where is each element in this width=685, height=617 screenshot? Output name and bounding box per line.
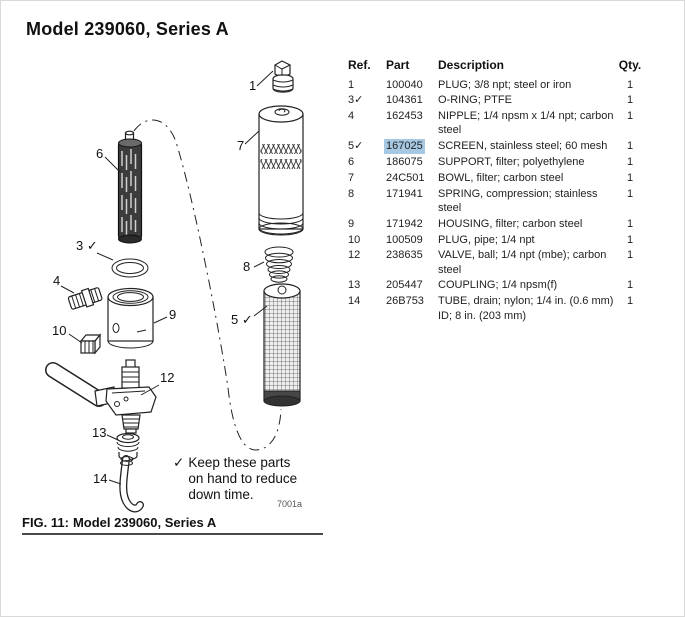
callout-13 (92, 425, 118, 440)
ref-cell: 10 (348, 233, 361, 246)
desc-cell: SCREEN, stainless steel; 60 mesh (438, 140, 608, 153)
table-row (348, 248, 644, 278)
qty-cell: 1 (626, 78, 634, 91)
part-cell: 24C501 (386, 171, 425, 184)
checkmark-icon: ✓ (173, 455, 185, 470)
ref-cell: 13 (348, 279, 361, 292)
callout-6 (96, 146, 120, 172)
ref-cell: 5✓ (348, 140, 364, 153)
part-cell: 171942 (386, 217, 423, 230)
drawing-code: 7001a (277, 499, 303, 509)
callout-8 (243, 259, 264, 274)
ref-cell: 1 (348, 78, 355, 91)
desc-cell: VALVE, ball; 1/4 npt (mbe); carbon steel (438, 249, 607, 276)
screen-5-drawing (264, 284, 300, 406)
part-cell (386, 139, 438, 155)
bowl-7-drawing (259, 106, 303, 235)
table-row (348, 109, 644, 139)
callout-label: 12 (160, 370, 175, 385)
callout-1 (249, 71, 273, 93)
table-header-row (348, 58, 644, 78)
table-row (348, 217, 644, 233)
table-row (348, 93, 644, 109)
desc-cell: HOUSING, filter; carbon steel (438, 217, 583, 230)
part-cell: 100509 (386, 233, 423, 246)
desc-cell: PLUG, pipe; 1/4 npt (438, 233, 535, 246)
part-cell: 205447 (386, 279, 423, 292)
part-cell: 26B753 (386, 295, 424, 308)
pipe-plug-10-drawing (81, 335, 100, 353)
callout-label: 1 (249, 78, 257, 93)
desc-cell: BOWL, filter; carbon steel (438, 171, 564, 184)
ref-cell: 4 (348, 110, 355, 123)
ref-cell: 3✓ (348, 94, 364, 107)
desc-cell: PLUG; 3/8 npt; steel or iron (438, 78, 572, 91)
qty-cell: 1 (626, 94, 634, 107)
qty-cell: 1 (626, 249, 634, 262)
part-cell: 186075 (386, 156, 423, 169)
callout-3 (76, 238, 113, 260)
ball-valve-12-drawing (53, 360, 156, 433)
keep-parts-note (173, 455, 305, 503)
callout-label: 9 (169, 307, 177, 322)
table-row (348, 171, 644, 187)
callout-label: 5 ✓ (231, 312, 253, 327)
oring-3-drawing (112, 259, 148, 277)
qty-cell: 1 (626, 217, 634, 230)
qty-cell: 1 (626, 171, 634, 184)
qty-cell: 1 (626, 140, 634, 153)
highlighted-part-number: 167025 (386, 140, 423, 153)
header-qty: Qty. (618, 58, 642, 72)
qty-cell: 1 (626, 295, 634, 308)
filter-support-6-drawing (119, 131, 142, 243)
caption-rule (22, 533, 323, 535)
figure-caption (22, 515, 216, 530)
ref-cell: 6 (348, 156, 355, 169)
table-row (348, 78, 644, 94)
ref-cell: 7 (348, 171, 355, 184)
figure-caption-prefix: FIG. 11: (22, 515, 69, 530)
table-row (348, 233, 644, 249)
callout-label: 4 (53, 273, 61, 288)
callout-label: 10 (52, 323, 67, 338)
callout-label: 14 (93, 471, 108, 486)
ref-cell: 12 (348, 249, 361, 262)
callout-4 (53, 273, 74, 293)
housing-9-drawing (108, 289, 153, 349)
part-cell: 171941 (386, 187, 423, 200)
table-row (348, 278, 644, 294)
callout-7 (237, 131, 259, 153)
desc-cell: O-RING; PTFE (438, 94, 512, 107)
note-text: Keep these parts on hand to reduce down time. (188, 455, 298, 502)
plug-1-drawing (273, 61, 293, 92)
part-cell: 100040 (386, 78, 423, 91)
header-part: Part (386, 58, 410, 72)
qty-cell: 1 (626, 233, 634, 246)
callout-label: 7 (237, 138, 245, 153)
ref-cell: 14 (348, 295, 361, 308)
header-description: Description (438, 58, 505, 72)
table-row-highlighted (348, 139, 644, 155)
table-row (348, 155, 644, 171)
callout-5 (231, 306, 267, 327)
desc-cell: SPRING, compression; stainless steel (438, 187, 598, 214)
callout-label: 6 (96, 146, 104, 161)
callout-14 (93, 471, 121, 486)
table-row (348, 294, 644, 324)
ref-cell: 9 (348, 217, 355, 230)
nipple-4-drawing (67, 285, 103, 311)
callout-label: 13 (92, 425, 107, 440)
desc-cell: COUPLING; 1/4 npsm(f) (438, 279, 558, 292)
parts-table (348, 58, 644, 324)
qty-cell: 1 (626, 110, 634, 123)
ref-cell: 8 (348, 187, 355, 200)
part-cell: 162453 (386, 110, 423, 123)
page-title: Model 239060, Series A (26, 19, 229, 39)
spring-8-drawing (265, 247, 293, 282)
header-ref: Ref. (348, 58, 371, 72)
callout-9 (154, 307, 176, 323)
table-row (348, 187, 644, 217)
desc-cell: SUPPORT, filter; polyethylene (438, 156, 585, 169)
callout-10 (52, 323, 82, 343)
part-cell: 238635 (386, 249, 423, 262)
desc-cell: TUBE, drain; nylon; 1/4 in. (0.6 mm) ID; 8 in. (203 mm) (438, 295, 614, 322)
qty-cell: 1 (626, 156, 634, 169)
qty-cell: 1 (626, 187, 634, 200)
part-cell: 104361 (386, 94, 423, 107)
drain-tube-14-drawing (121, 457, 141, 509)
callout-label: 8 (243, 259, 251, 274)
desc-cell: NIPPLE; 1/4 npsm x 1/4 npt; carbon steel (438, 110, 614, 137)
callout-label: 3 ✓ (76, 238, 98, 253)
qty-cell: 1 (626, 279, 634, 292)
figure-caption-text: Model 239060, Series A (72, 515, 217, 530)
